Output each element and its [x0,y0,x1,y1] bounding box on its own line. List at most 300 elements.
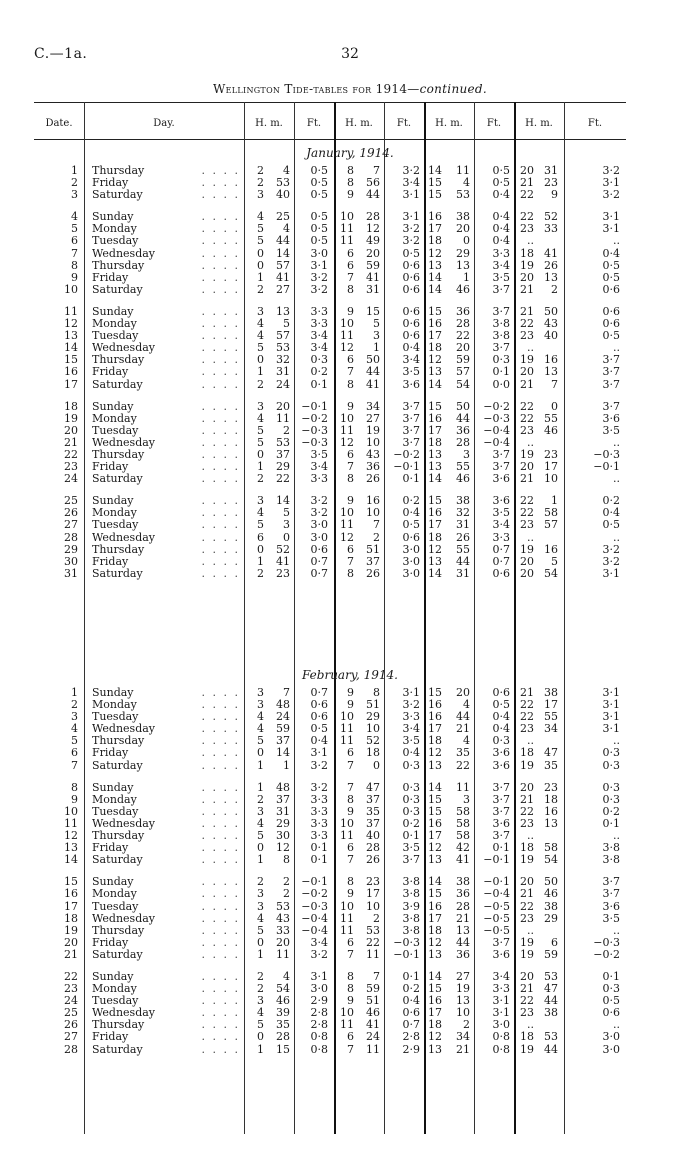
leader-dots: . . . . [201,259,240,272]
hour-cell: 1 [257,948,264,961]
feet-cell: 3·1 [310,259,328,272]
leader-dots: . . . . [201,995,240,1008]
minute-cell: 29 [276,461,290,474]
hour-cell: 2 [257,283,264,296]
table-row [34,699,626,711]
table-row [34,854,626,866]
feet-cell: 3·5 [402,842,420,855]
hour-cell: 23 [520,723,534,736]
feet-cell: 3·6 [602,900,620,913]
hour-cell: 10 [340,1007,354,1020]
hour-cell: 18 [520,247,534,260]
table-row [34,379,626,391]
day-cell: Saturday [92,1043,143,1056]
hour-cell: 20 [520,366,534,379]
hour-cell: 22 [520,699,534,712]
hour-cell: 12 [428,354,442,367]
hour-cell: 15 [428,189,442,202]
hour-cell: 20 [520,876,534,889]
feet-cell: 3·6 [602,412,620,425]
table-row [34,425,626,437]
minute-cell: 41 [276,271,290,284]
leader-dots: . . . . [201,235,240,248]
feet-cell: .. [613,235,620,248]
minute-cell: 7 [373,519,380,532]
feet-cell: 0·4 [492,235,510,248]
hour-cell: 1 [257,854,264,867]
hour-cell: 1 [257,759,264,772]
table-row [34,818,626,830]
minute-cell: 41 [366,378,380,391]
feet-cell: 0·5 [602,271,620,284]
minute-cell: 26 [544,259,558,272]
minute-cell: 26 [366,854,380,867]
feet-cell: 0·4 [492,189,510,202]
tide-table [34,165,626,580]
feet-cell: 0·2 [402,983,420,996]
day-cell: Friday [92,747,129,760]
minute-cell: 44 [456,711,470,724]
leader-dots: . . . . [201,817,240,830]
table-row [34,260,626,272]
table-row [34,284,626,296]
minute-cell: 53 [276,436,290,449]
hour-cell: 18 [428,924,442,937]
hour-cell: 10 [340,412,354,425]
leader-dots: . . . . [201,507,240,520]
minute-cell: 20 [456,342,470,355]
table-row [34,723,626,735]
leader-dots: . . . . [201,912,240,925]
hour-cell: 10 [340,507,354,520]
week-spacer [34,201,626,211]
feet-cell: −0·4 [301,924,328,937]
hour-cell: 15 [428,888,442,901]
minute-cell: 43 [544,318,558,331]
leader-dots: . . . . [201,461,240,474]
minute-cell: 23 [276,567,290,580]
feet-cell: 0·2 [402,817,420,830]
hour-cell: 6 [347,936,354,949]
feet-cell: 3·2 [602,543,620,556]
feet-cell: 3·6 [492,495,510,508]
minute-cell: 1 [463,271,470,284]
day-cell: Monday [92,888,137,901]
feet-cell: 0·5 [602,519,620,532]
hour-cell: 8 [347,165,354,177]
feet-cell: 0·2 [402,495,420,508]
hour-cell: 20 [520,781,534,794]
hour-cell: 14 [428,970,442,983]
date-cell: 1 [71,687,78,699]
date-cell: 7 [71,247,78,260]
column-header: Ft. [587,118,603,129]
leader-dots: . . . . [201,543,240,556]
table-row [34,495,626,507]
feet-cell: −0·2 [301,888,328,901]
hour-cell: 11 [340,830,354,843]
hour-cell: 19 [520,759,534,772]
hour-cell: 20 [520,567,534,580]
hour-cell: 19 [520,354,534,367]
hour-cell: 16 [428,211,442,224]
hour-cell: 18 [428,235,442,248]
hour-cell: 3 [257,189,264,202]
minute-cell: 20 [276,936,290,949]
hour-cell: 13 [428,448,442,461]
hour-cell: .. [527,1019,534,1032]
day-cell: Friday [92,936,129,949]
feet-cell: 3·7 [492,448,510,461]
leader-dots: . . . . [201,567,240,580]
feet-cell: .. [613,436,620,449]
minute-cell: 36 [456,305,470,318]
hour-cell: 19 [520,936,534,949]
minute-cell: 13 [544,817,558,830]
hour-cell: 15 [428,793,442,806]
hour-cell: 12 [428,1031,442,1044]
hour-cell: 11 [340,223,354,236]
feet-cell: 3·7 [492,805,510,818]
hour-cell: 11 [340,912,354,925]
hour-cell: 14 [428,473,442,486]
hour-cell: 7 [347,461,354,474]
hour-cell: 22 [520,412,534,425]
feet-cell: 3·2 [402,699,420,712]
minute-cell: 48 [276,699,290,712]
feet-cell: 0·3 [602,747,620,760]
table-row [34,1019,626,1031]
hour-cell: 1 [257,366,264,379]
minute-cell: 26 [456,531,470,544]
table-row [34,354,626,366]
hour-cell: 21 [520,473,534,486]
date-cell: 14 [64,854,78,867]
minute-cell: 43 [366,448,380,461]
hour-cell: 4 [257,711,264,724]
hour-cell: 5 [257,235,264,248]
minute-cell: 33 [276,924,290,937]
feet-cell: 0·5 [310,235,328,248]
day-cell: Friday [92,461,129,474]
hour-cell: 23 [520,912,534,925]
feet-cell: 0·6 [602,283,620,296]
minute-cell: 54 [544,567,558,580]
minute-cell: 34 [456,1031,470,1044]
hour-cell: 16 [428,995,442,1008]
minute-cell: 20 [366,247,380,260]
minute-cell: 24 [366,1031,380,1044]
feet-cell: 3·3 [492,983,510,996]
date-cell: 27 [64,519,78,532]
minute-cell: 16 [366,495,380,508]
feet-cell: −0·4 [301,912,328,925]
feet-cell: 3·7 [402,854,420,867]
feet-cell: −0·3 [393,936,420,949]
hour-cell: 7 [347,781,354,794]
feet-cell: 0·7 [492,543,510,556]
minute-cell: 22 [366,936,380,949]
minute-cell: 44 [276,235,290,248]
feet-cell: 3·8 [602,854,620,867]
minute-cell: 31 [456,567,470,580]
minute-cell: 42 [456,842,470,855]
feet-cell: 0·5 [310,723,328,736]
hour-cell: 5 [257,519,264,532]
hour-cell: 2 [257,165,264,177]
hour-cell: 2 [257,970,264,983]
hour-cell: 9 [347,495,354,508]
hour-cell: .. [527,924,534,937]
feet-cell: −0·3 [301,436,328,449]
hour-cell: 22 [520,711,534,724]
feet-cell: −0·1 [483,876,510,889]
hour-cell: 12 [428,247,442,260]
feet-cell: 0·6 [602,1007,620,1020]
minute-cell: 7 [283,687,290,699]
minute-cell: 53 [276,342,290,355]
week-spacer [34,391,626,401]
day-cell: Thursday [92,354,145,367]
hour-cell: 2 [257,983,264,996]
feet-cell: 3·0 [492,1019,510,1032]
minute-cell: 46 [276,995,290,1008]
minute-cell: 24 [276,378,290,391]
date-cell: 5 [71,735,78,748]
date-cell: 8 [71,259,78,272]
feet-cell: −0·1 [301,876,328,889]
feet-cell: 3·4 [402,177,420,190]
hour-cell: 8 [347,177,354,190]
feet-cell: 0·1 [310,854,328,867]
hour-cell: 11 [340,235,354,248]
minute-cell: 23 [366,876,380,889]
feet-cell: 3·7 [402,400,420,413]
week-spacer [34,866,626,876]
feet-cell: 3·2 [402,235,420,248]
minute-cell: 36 [456,424,470,437]
hour-cell: 3 [257,995,264,1008]
feet-cell: 0·5 [602,995,620,1008]
minute-cell: 41 [366,1019,380,1032]
date-cell: 1 [71,165,78,177]
hour-cell: 4 [257,507,264,520]
hour-cell: 16 [428,699,442,712]
leader-dots: . . . . [201,189,240,202]
minute-cell: 14 [276,747,290,760]
hour-cell: 0 [257,842,264,855]
leader-dots: . . . . [201,830,240,843]
date-cell: 18 [64,912,78,925]
day-cell: Sunday [92,970,134,983]
date-cell: 11 [64,305,78,318]
hour-cell: .. [527,830,534,843]
feet-cell: 0·3 [402,805,420,818]
feet-cell: 3·5 [492,507,510,520]
date-cell: 28 [64,531,78,544]
table-row [34,342,626,354]
date-cell: 13 [64,330,78,343]
date-cell: 21 [64,948,78,961]
feet-cell: 3·8 [402,876,420,889]
minute-cell: 53 [276,900,290,913]
minute-cell: 13 [456,995,470,1008]
day-cell: Sunday [92,305,134,318]
minute-cell: 24 [276,711,290,724]
minute-cell: 30 [276,830,290,843]
hour-cell: 12 [340,531,354,544]
leader-dots: . . . . [201,555,240,568]
hour-cell: 17 [428,519,442,532]
table-row [34,747,626,759]
date-cell: 30 [64,555,78,568]
day-cell: Thursday [92,543,145,556]
feet-cell: 3·5 [310,448,328,461]
minute-cell: 13 [456,924,470,937]
minute-cell: 58 [456,805,470,818]
hour-cell: 20 [520,555,534,568]
feet-cell: −0·4 [483,424,510,437]
hour-cell: 15 [428,177,442,190]
minute-cell: 15 [276,1043,290,1056]
tide-table [34,687,626,1056]
minute-cell: 31 [366,283,380,296]
minute-cell: 2 [283,876,290,889]
feet-cell: 3·4 [492,519,510,532]
hour-cell: 4 [257,817,264,830]
feet-cell: 0·4 [310,735,328,748]
feet-cell: 3·8 [602,842,620,855]
minute-cell: 6 [551,936,558,949]
minute-cell: 2 [463,1019,470,1032]
minute-cell: 52 [276,543,290,556]
leader-dots: . . . . [201,699,240,712]
leader-dots: . . . . [201,283,240,296]
table-row [34,876,626,888]
feet-cell: 0·5 [602,330,620,343]
hour-cell: 9 [347,888,354,901]
hour-cell: 23 [520,424,534,437]
hour-cell: 17 [428,330,442,343]
minute-cell: 23 [544,781,558,794]
hour-cell: 5 [257,223,264,236]
minute-cell: 31 [456,519,470,532]
minute-cell: 11 [276,948,290,961]
column-header: Ft. [396,118,412,129]
feet-cell: 3·3 [310,318,328,331]
hour-cell: 6 [347,1031,354,1044]
date-cell: 26 [64,507,78,520]
title-continued: continued. [419,82,487,96]
minute-cell [538,437,564,449]
feet-cell: −0·2 [301,412,328,425]
hour-cell: 17 [428,912,442,925]
leader-dots: . . . . [201,936,240,949]
hour-cell: 22 [520,495,534,508]
hour-cell: 14 [428,781,442,794]
feet-cell: 3·4 [492,259,510,272]
date-cell: 20 [64,936,78,949]
feet-cell: 0·5 [310,211,328,224]
feet-cell: 3·2 [310,507,328,520]
minute-cell: 31 [276,366,290,379]
leader-dots: . . . . [201,412,240,425]
feet-cell: 0·7 [310,555,328,568]
hour-cell: 16 [428,900,442,913]
hour-cell: 0 [257,1031,264,1044]
leader-dots: . . . . [201,735,240,748]
feet-cell: 3·1 [602,177,620,190]
hour-cell: 10 [340,211,354,224]
feet-cell: −0·5 [483,912,510,925]
hour-cell: 8 [347,970,354,983]
feet-cell: 3·2 [602,555,620,568]
leader-dots: . . . . [201,342,240,355]
feet-cell: 0·1 [492,842,510,855]
feet-cell: 3·4 [310,461,328,474]
week-spacer [34,961,626,971]
feet-cell: 3·0 [602,1043,620,1056]
feet-cell: 0·3 [602,983,620,996]
minute-cell: 39 [276,1007,290,1020]
feet-cell: 0·5 [310,189,328,202]
feet-cell: 0·2 [310,366,328,379]
date-cell: 21 [64,436,78,449]
minute-cell: 59 [544,948,558,961]
feet-cell: 3·7 [492,830,510,843]
minute-cell: 46 [366,1007,380,1020]
feet-cell: 0·4 [492,223,510,236]
feet-cell: 0·5 [492,699,510,712]
minute-cell: 47 [366,781,380,794]
minute-cell: 29 [544,912,558,925]
minute-cell: 41 [544,247,558,260]
date-cell: 25 [64,1007,78,1020]
day-cell: Saturday [92,567,143,580]
table-row [34,211,626,223]
minute-cell: 0 [551,400,558,413]
minute-cell: 47 [544,983,558,996]
minute-cell: 11 [456,165,470,177]
date-cell: 10 [64,283,78,296]
feet-cell: 0·4 [492,723,510,736]
hour-cell: 16 [428,711,442,724]
minute-cell: 50 [456,400,470,413]
date-cell: 12 [64,830,78,843]
week-spacer [34,772,626,782]
table-row [34,782,626,794]
hour-cell: 9 [347,305,354,318]
hour-cell: 14 [428,165,442,177]
date-cell: 14 [64,342,78,355]
feet-cell: −0·3 [301,424,328,437]
table-row [34,806,626,818]
hour-cell: 23 [520,223,534,236]
hour-cell: 4 [257,211,264,224]
feet-cell: 0·5 [310,223,328,236]
feet-cell: 0·1 [310,378,328,391]
title-main: Wellington Tide-tables for 1914— [212,82,420,96]
hour-cell: 16 [428,412,442,425]
page-number: 32 [341,46,359,62]
hour-cell: 21 [520,378,534,391]
hour-cell: 0 [257,247,264,260]
leader-dots: . . . . [201,876,240,889]
hour-cell: 22 [520,189,534,202]
hour-cell: 10 [340,817,354,830]
minute-cell: 37 [366,817,380,830]
leader-dots: . . . . [201,687,240,699]
